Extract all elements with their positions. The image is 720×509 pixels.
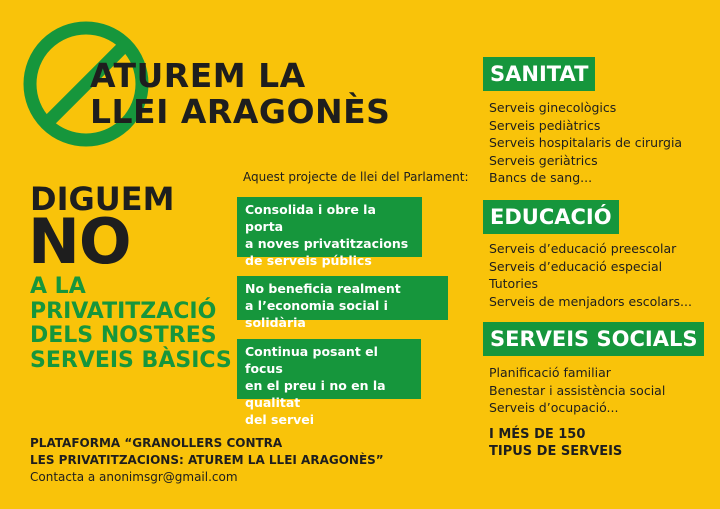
list-item: Tutories xyxy=(489,276,539,291)
argument-line: Continua posant el focus xyxy=(245,344,378,376)
list-item: Serveis hospitalaris de cirurgia xyxy=(489,135,683,150)
educacio-list xyxy=(489,240,692,310)
green-slogan xyxy=(30,275,232,373)
poster-title xyxy=(90,58,390,130)
footer-platform-line: PLATAFORMA “GRANOLLERS CONTRA xyxy=(30,436,283,450)
section-title-sanitat: SANITAT xyxy=(483,57,595,91)
more-services-line: TIPUS DE SERVEIS xyxy=(489,444,623,459)
green-slogan-line: DELS NOSTRES xyxy=(30,323,217,348)
list-item: Benestar i assistència social xyxy=(489,382,666,398)
more-services-note xyxy=(489,426,622,460)
argument-line: de serveis públics xyxy=(245,253,372,268)
list-item: Bancs de sang... xyxy=(489,170,593,185)
list-item: Serveis ginecològics xyxy=(489,100,617,115)
list-item: Serveis d’educació especial xyxy=(489,258,663,274)
list-item: Serveis de menjadors escolars... xyxy=(489,293,692,309)
list-item: Serveis d’ocupació... xyxy=(489,400,619,415)
argument-line: Consolida i obre la porta xyxy=(245,202,376,234)
more-services-line: I MÉS DE 150 xyxy=(489,427,586,442)
sanitat-list xyxy=(489,99,682,187)
footer xyxy=(30,435,384,486)
argument-line: a l’economia social i solidària xyxy=(245,298,388,330)
green-slogan-line: PRIVATITZACIÓ xyxy=(30,298,217,324)
section-title-educacio: EDUCACIÓ xyxy=(483,200,619,234)
footer-contact[interactable]: Contacta a anonimsgr@gmail.com xyxy=(30,470,238,484)
slogan-diguem: DIGUEM xyxy=(30,180,175,218)
section-title-serveis-socials: SERVEIS SOCIALS xyxy=(483,322,704,356)
green-slogan-line: SERVEIS BÀSICS xyxy=(30,347,232,373)
argument-line: del servei xyxy=(245,412,315,427)
list-item: Serveis pediàtrics xyxy=(489,117,601,133)
serveis-socials-list xyxy=(489,364,665,417)
list-item: Planificació familiar xyxy=(489,365,611,380)
argument-box-1 xyxy=(237,197,422,268)
intro-text: Aquest projecte de llei del Parlament: xyxy=(243,170,469,184)
argument-box-2 xyxy=(237,276,448,330)
list-item: Serveis d’educació preescolar xyxy=(489,241,677,256)
list-item: Serveis geriàtrics xyxy=(489,152,598,168)
green-slogan-line: A LA xyxy=(30,274,86,299)
argument-line: No beneficia realment xyxy=(245,281,401,296)
footer-platform-line: LES PRIVATITZACIONS: ATUREM LA LLEI ARAGONÈS” xyxy=(30,453,384,467)
argument-line: en el preu i no en la qualitat xyxy=(245,378,386,410)
slogan-no: NO xyxy=(28,205,131,278)
argument-line: a noves privatitzacions xyxy=(245,236,409,251)
title-line-2: LLEI ARAGONÈS xyxy=(90,92,391,131)
title-line-1: ATUREM LA xyxy=(90,56,306,95)
argument-box-3 xyxy=(237,339,421,427)
